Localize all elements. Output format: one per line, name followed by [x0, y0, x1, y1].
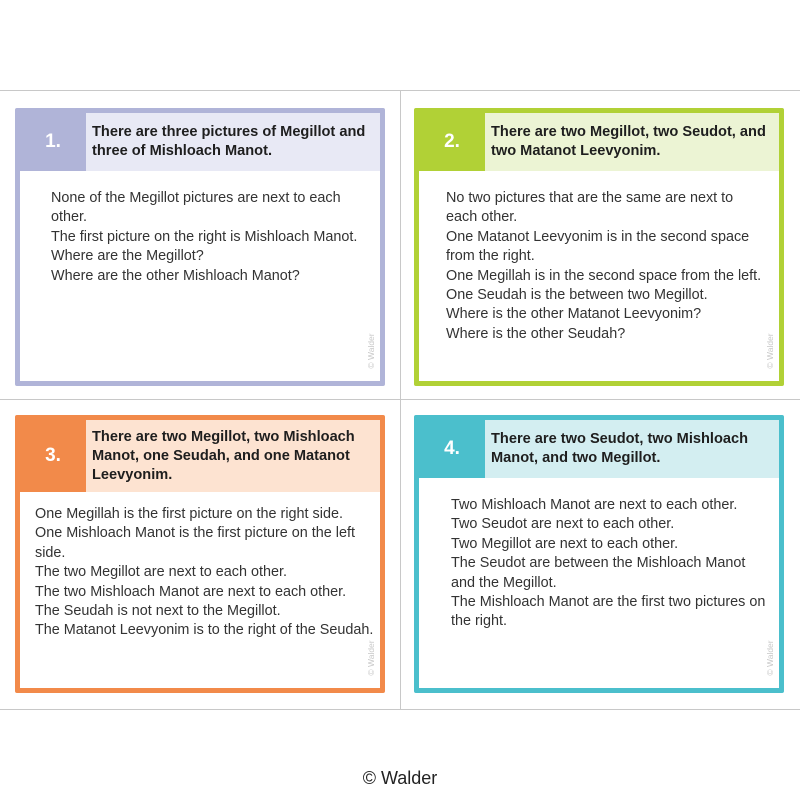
puzzle-card-1: [15, 108, 385, 386]
puzzle-card-2: [414, 108, 784, 386]
question-line: Where are the Megillot?: [51, 248, 204, 265]
card-title: There are two Seudot, two Mishloach Manot, and two Megillot.: [485, 420, 779, 478]
card-header: [419, 420, 779, 478]
card-number: 4.: [419, 420, 485, 478]
clue-line: The Seudah is not next to the Megillot.: [35, 603, 281, 620]
clue-line: No two pictures that are the same are next to each other.: [446, 190, 734, 226]
card-number: 1.: [20, 113, 86, 171]
clue-line: Two Seudot are next to each other.: [451, 516, 675, 533]
clue-line: One Matanot Leevyonim is in the second space from the right.: [446, 228, 750, 265]
cut-line-vertical: [400, 90, 401, 710]
watermark: © Walder: [366, 333, 376, 369]
clue-line: One Seudah is the between two Megillot.: [446, 287, 708, 304]
card-title: There are three pictures of Megillot and three of Mishloach Manot.: [86, 113, 380, 171]
watermark: © Walder: [765, 640, 775, 676]
watermark: © Walder: [366, 640, 376, 676]
card-header: [20, 420, 380, 492]
clue-line: The Matanot Leevyonim is to the right of the Seudah.: [35, 622, 374, 639]
card-title: There are two Megillot, two Seudot, and two Matanot Leevyonim.: [485, 113, 779, 171]
question-line: Where is the other Matanot Leevyonim?: [446, 306, 702, 323]
card-number: 3.: [20, 420, 86, 492]
card-number: 2.: [419, 113, 485, 171]
card-clues: [51, 189, 368, 286]
clue-line: One Mishloach Manot is the first picture on the left side.: [35, 525, 355, 561]
clue-line: The Mishloach Manot are the first two pictures on the right.: [451, 594, 766, 630]
card-clues: [451, 496, 767, 632]
clue-line: The Seudot are between the Mishloach Manot and the Megillot.: [451, 555, 746, 591]
clue-line: One Megillah is in the second space from the left.: [446, 267, 762, 284]
card-header: [419, 113, 779, 171]
clue-line: Two Mishloach Manot are next to each other.: [451, 497, 738, 513]
card-clues: [446, 189, 767, 344]
copyright-footer: © Walder: [362, 768, 438, 788]
card-header: [20, 113, 380, 171]
clue-line: None of the Megillot pictures are next to each other.: [51, 190, 341, 226]
puzzle-card-4: [414, 415, 784, 693]
puzzle-card-3: [15, 415, 385, 693]
clue-line: The two Megillot are next to each other.: [35, 564, 287, 581]
card-title: There are two Megillot, two Mishloach Manot, one Seudah, and one Matanot Leevyonim.: [86, 420, 380, 492]
clue-line: One Megillah is the first picture on the right side.: [35, 506, 343, 522]
question-line: Where are the other Mishloach Manot?: [51, 267, 300, 284]
clue-line: Two Megillot are next to each other.: [451, 535, 679, 552]
clue-line: The first picture on the right is Mishloach Manot.: [51, 228, 358, 245]
watermark: © Walder: [765, 333, 775, 369]
question-line: Where is the other Seudah?: [446, 325, 626, 342]
clue-line: The two Mishloach Manot are next to each other.: [35, 583, 347, 600]
card-clues: [35, 505, 374, 641]
